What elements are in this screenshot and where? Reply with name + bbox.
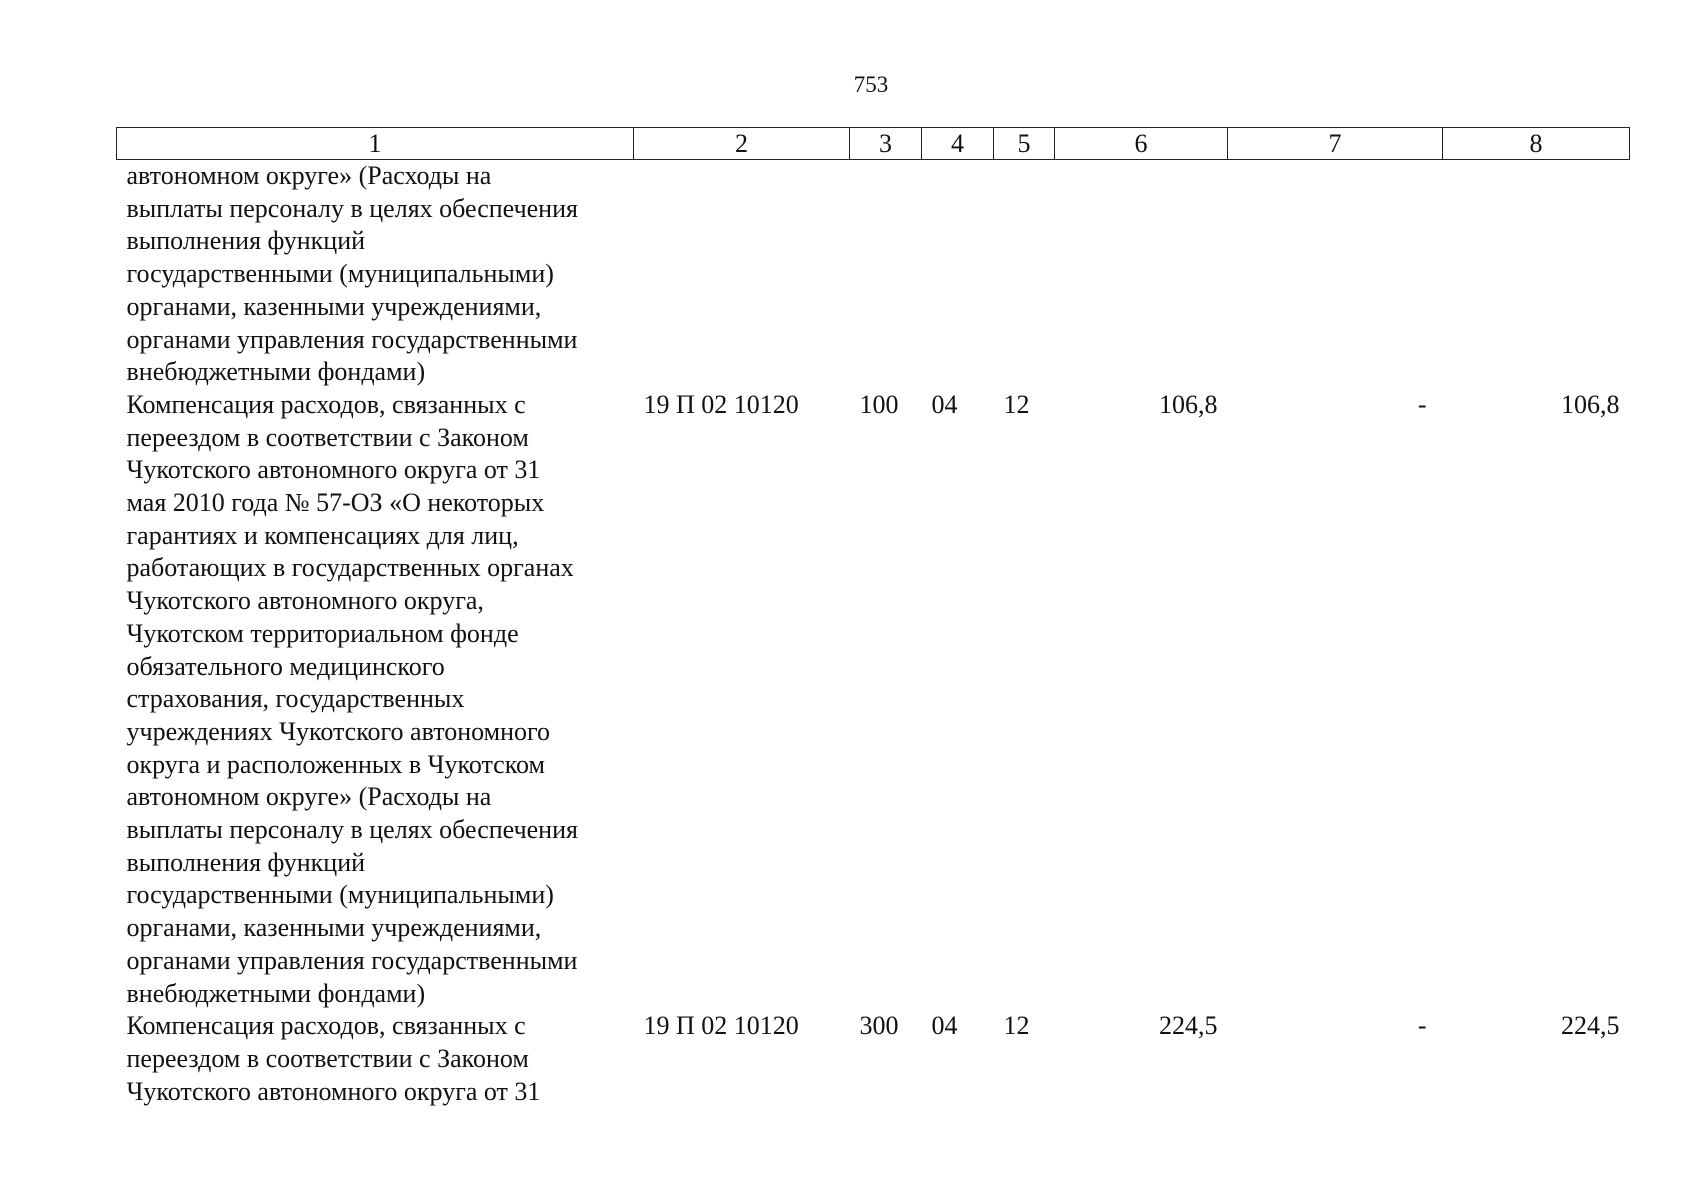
section-cell: [922, 160, 994, 389]
description-line: Чукотского автономного округа от 31: [126, 1076, 541, 1106]
description-line: Компенсация расходов, связанных с: [126, 389, 526, 419]
amount-total-cell: [1055, 160, 1228, 389]
description-line: мая 2010 года № 57-ОЗ «О некоторых: [126, 488, 545, 518]
table-row: [117, 160, 1630, 389]
subsection-cell: 12: [1003, 1011, 1030, 1041]
description-line: государственными (муниципальными): [126, 259, 554, 289]
column-number-row: [117, 128, 1630, 160]
description-line: органами управления государственными: [126, 945, 578, 975]
col-header-8: 8: [1443, 128, 1630, 160]
table-row: [117, 389, 1630, 1010]
description-line: работающих в государственных органах: [126, 553, 574, 583]
expense-type-cell: 300: [859, 1011, 899, 1041]
page-number: 753: [853, 72, 889, 97]
col-header-2: 2: [634, 128, 850, 160]
row-description: [117, 389, 634, 1010]
description-line: переездом в соответствии с Законом: [126, 422, 529, 452]
col-header-7: 7: [1228, 128, 1443, 160]
description-line: Чукотском территориальном фонде: [126, 618, 519, 648]
amount-col7-cell: -: [1417, 1011, 1427, 1041]
description-line: органами, казенными учреждениями,: [126, 291, 542, 321]
description-line: выплаты персоналу в целях обеспечения: [126, 815, 578, 845]
table-row: [117, 1010, 1630, 1108]
description-line: переездом в соответствии с Законом: [126, 1043, 529, 1073]
col-header-3: 3: [850, 128, 922, 160]
amount-col7-cell: -: [1417, 389, 1427, 419]
amount-col7-cell: [1228, 160, 1443, 389]
expense-type-cell: [850, 160, 922, 389]
description-line: автономном округе» (Расходы на: [126, 161, 492, 190]
description-line: гарантиях и компенсациях для лиц,: [126, 520, 519, 550]
subsection-cell: [994, 160, 1055, 389]
description-line: государственными (муниципальными): [126, 880, 554, 910]
description-line: внебюджетными фондами): [126, 978, 426, 1008]
description-line: выполнения функций: [126, 847, 366, 877]
amount-col8-cell: 224,5: [1561, 1011, 1620, 1041]
description-line: органами управления государственными: [126, 324, 578, 354]
description-line: внебюджетными фондами): [126, 357, 426, 387]
target-code-cell: 19 П 02 10120: [643, 389, 799, 419]
description-line: выплаты персоналу в целях обеспечения: [126, 193, 578, 223]
description-line: обязательного медицинского: [126, 651, 445, 681]
amount-col8-cell: [1443, 160, 1630, 389]
amount-total-cell: 224,5: [1159, 1011, 1218, 1041]
description-line: Чукотского автономного округа,: [126, 586, 484, 616]
expense-type-cell: 100: [859, 389, 899, 419]
row-description: [117, 1010, 634, 1108]
section-cell: 04: [931, 1011, 958, 1041]
section-cell: 04: [931, 389, 958, 419]
description-line: округа и расположенных в Чукотском: [126, 749, 545, 779]
description-line: учреждениях Чукотского автономного: [126, 716, 551, 746]
description-line: органами, казенными учреждениями,: [126, 913, 542, 943]
row-description: [117, 160, 634, 389]
description-line: автономном округе» (Расходы на: [126, 782, 492, 812]
description-line: выполнения функций: [126, 226, 366, 256]
description-line: Компенсация расходов, связанных с: [126, 1011, 526, 1041]
col-header-6: 6: [1055, 128, 1228, 160]
col-header-1: 1: [117, 128, 634, 160]
subsection-cell: 12: [1003, 389, 1030, 419]
budget-table: [116, 127, 1630, 1108]
amount-col8-cell: 106,8: [1561, 389, 1620, 419]
target-code-cell: 19 П 02 10120: [643, 1011, 799, 1041]
amount-total-cell: 106,8: [1159, 389, 1218, 419]
col-header-5: 5: [994, 128, 1055, 160]
col-header-4: 4: [922, 128, 994, 160]
target-code-cell: [634, 160, 850, 389]
description-line: Чукотского автономного округа от 31: [126, 455, 541, 485]
description-line: страхования, государственных: [126, 684, 465, 714]
